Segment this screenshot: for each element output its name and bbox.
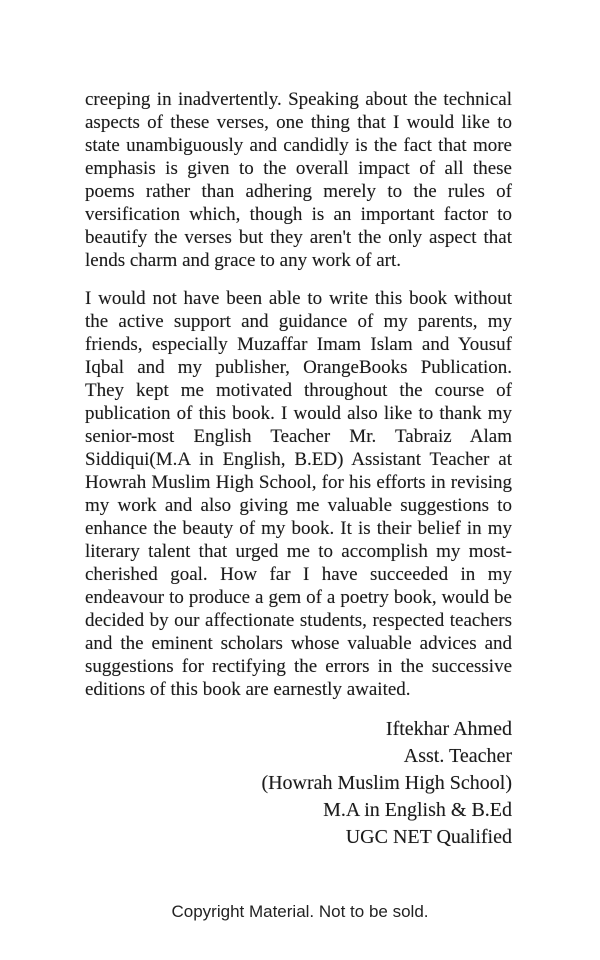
- copyright-footer: Copyright Material. Not to be sold.: [171, 902, 429, 921]
- paragraph-technical-aspects: creeping in inadvertently. Speaking about the technical aspects of these verses, one thing that I would like to state unambiguously and candidly is the fact that more emphasis is given to the overall impact of all these poems rather than adhering merely to the rules of versification which, though is an important factor to beautify the verses but they aren't the only aspect that lends charm and grace to any work of art.: [85, 89, 512, 271]
- signature-author-title: Asst. Teacher: [403, 745, 512, 767]
- page-body: [85, 88, 512, 851]
- signature-author-name: Iftekhar Ahmed: [385, 718, 512, 740]
- signature-author-degree: M.A in English & B.Ed: [323, 799, 512, 821]
- signature-author-qualification: UGC NET Qualified: [345, 826, 512, 848]
- author-signature-block: [85, 716, 512, 851]
- paragraph-acknowledgements: I would not have been able to write this book without the active support and guidance of my parents, my friends, especially Muzaffar Imam Islam and Yousuf Iqbal and my publisher, OrangeBooks Publication. They kept me motivated throughout the course of publication of this book. I would also like to thank my senior-most English Teacher Mr. Tabraiz Alam Siddiqui(M.A in English, B.ED) Assistant Teacher at Howrah Muslim High School, for his efforts in revising my work and also giving me valuable suggestions to enhance the beauty of my book. It is their belief in my literary talent that urged me to accomplish my most-cherished goal. How far I have succeeded in my endeavour to produce a gem of a poetry book, would be decided by our affectionate students, respected teachers and the eminent scholars whose valuable advices and suggestions for rectifying the errors in the successive editions of this book are earnestly awaited.: [85, 288, 512, 700]
- signature-author-school: (Howrah Muslim High School): [261, 772, 512, 794]
